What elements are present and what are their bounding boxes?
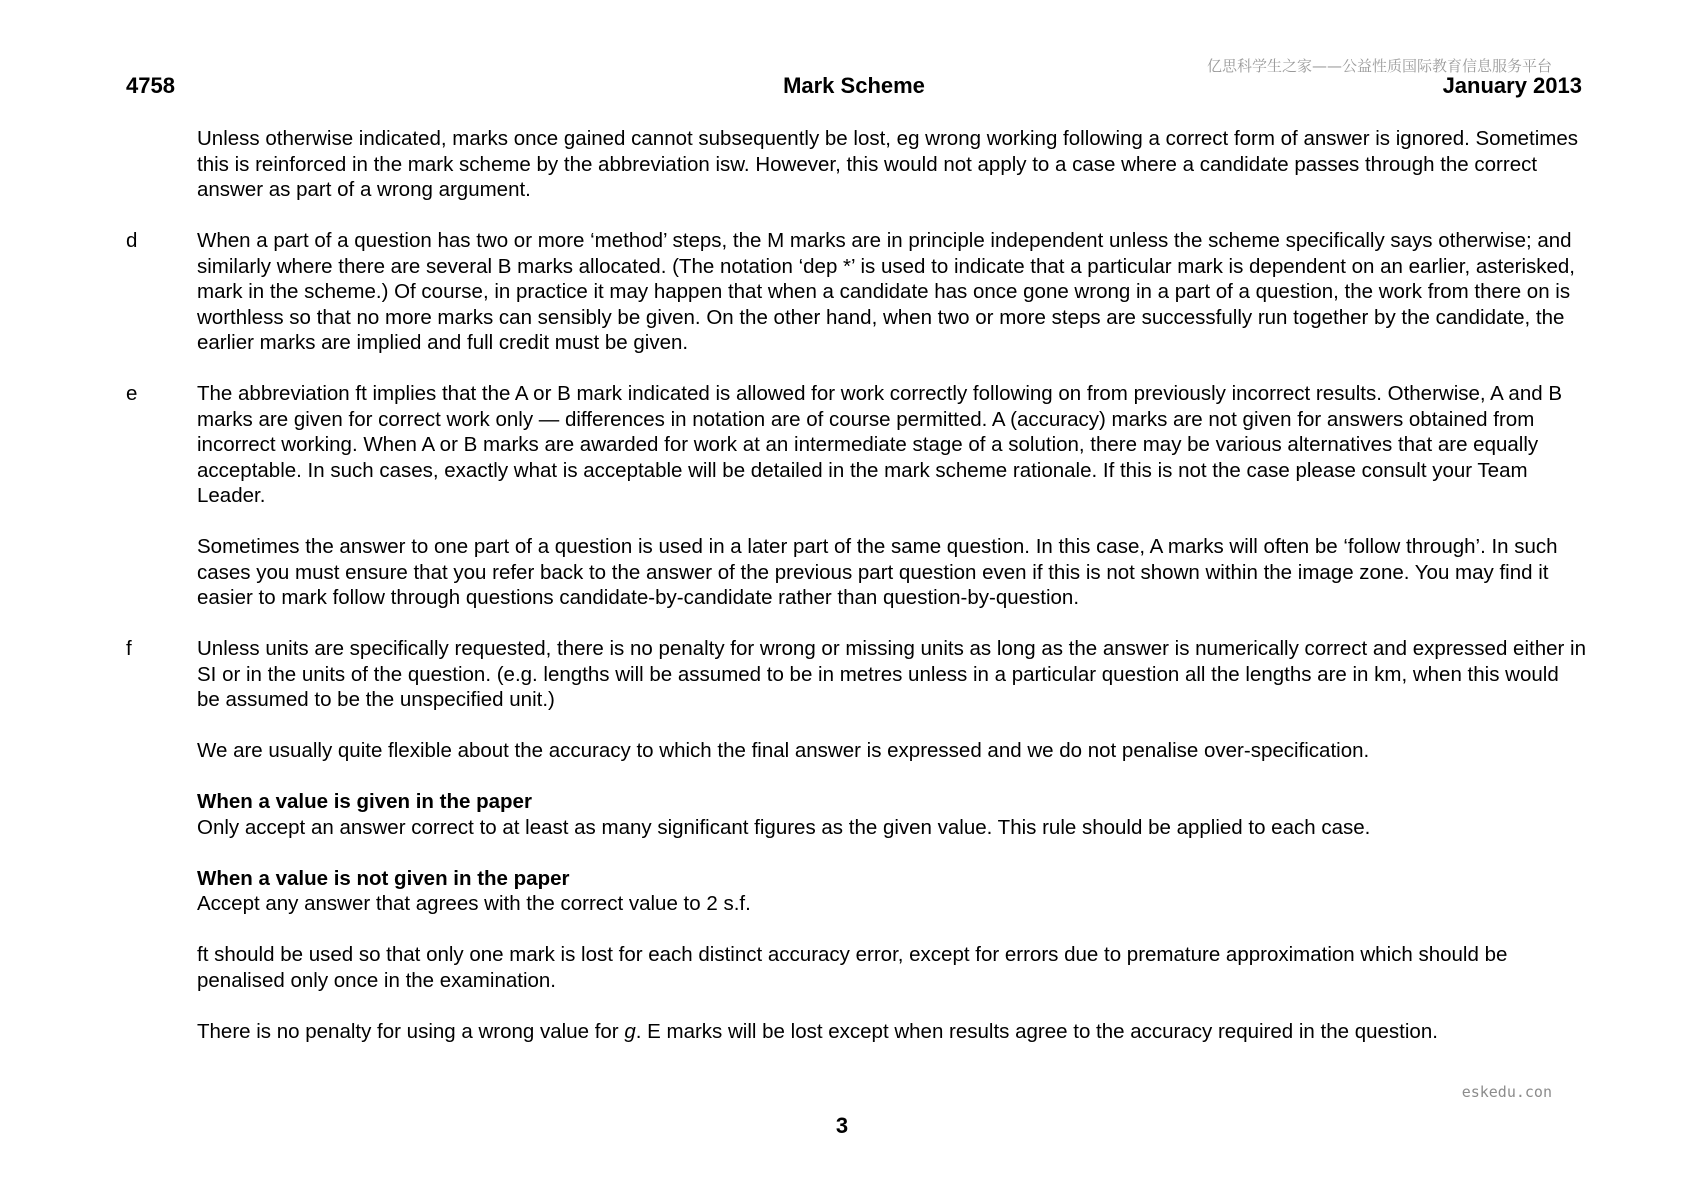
paragraph: Only accept an answer correct to at least as many significant figures as the given value. This rule should be applied to each case.: [197, 815, 1371, 839]
exam-date: January 2013: [1442, 73, 1582, 98]
document-body: [126, 126, 1586, 1044]
subheading: When a value is given in the paper: [197, 790, 532, 813]
section-letter: e: [126, 382, 138, 405]
paper-code: 4758: [126, 73, 175, 98]
document-title: Mark Scheme: [783, 73, 925, 98]
section-letter: f: [126, 637, 132, 660]
paragraph: Unless units are specifically requested, there is no penalty for wrong or missing units as long as the answer is numerically correct and expressed either in SI or in the units of the question. (e.g. lengths will be assumed to be in metres unless in a particular question all the lengths are in km, when this would be assumed to be the unspecified unit.): [197, 637, 1586, 711]
page-header: [126, 73, 1582, 103]
section-c-continued: [126, 126, 1586, 203]
text-run: There is no penalty for using a wrong value for: [197, 1019, 625, 1043]
section-e: [126, 381, 1586, 611]
section-f: [126, 636, 1586, 1044]
section-letter: d: [126, 229, 138, 252]
paragraph: Accept any answer that agrees with the correct value to 2 s.f.: [197, 892, 751, 915]
text-run: . E marks will be lost except when results agree to the accuracy required in the question.: [635, 1019, 1438, 1043]
watermark-url: eskedu.con: [1461, 1083, 1552, 1101]
watermark-chinese-header: 亿思科学生之家——公益性质国际教育信息服务平台: [1206, 57, 1552, 75]
paragraph: Unless otherwise indicated, marks once gained cannot subsequently be lost, eg wrong working following a correct form of answer is ignored. Sometimes this is reinforced in the mark scheme by the abbreviation isw. However, this would not apply to a case where a candidate passes through the correct answer as part of a wrong argument.: [197, 127, 1579, 201]
paragraph: ft should be used so that only one mark is lost for each distinct accuracy error, except for errors due to premature approximation which should be penalised only once in the examination.: [197, 943, 1508, 992]
page-number: 3: [835, 1113, 849, 1138]
paragraph: The abbreviation ft implies that the A or B mark indicated is allowed for work correctly following on from previously incorrect results. Otherwise, A and B marks are given for correct work only — differences in notation are of course permitted. A (accuracy) marks are not given for answers obtained from incorrect working. When A or B marks are awarded for work at an intermediate stage of a solution, there may be various alternatives that are equally acceptable. In such cases, exactly what is acceptable will be detailed in the mark scheme rationale. If this is not the case please consult your Team Leader.: [197, 382, 1562, 507]
paragraph: We are usually quite flexible about the accuracy to which the final answer is expressed and we do not penalise over-specification.: [197, 739, 1370, 762]
paragraph: Sometimes the answer to one part of a question is used in a later part of the same question. In this case, A marks will often be ‘follow through’. In such cases you must ensure that you refer back to the answer of the previous part question even if this is not shown within the image zone. You may find it easier to mark follow through questions candidate-by-candidate rather than question-by-question.: [197, 535, 1558, 609]
subheading: When a value is not given in the paper: [197, 866, 570, 890]
section-d: [126, 228, 1586, 356]
paragraph: [197, 1019, 1586, 1045]
italic-symbol: g: [624, 1019, 636, 1043]
paragraph: When a part of a question has two or more ‘method’ steps, the M marks are in principle independent unless the scheme specifically says otherwise; and similarly where there are several B marks allocated. (The notation ‘dep *’ is used to indicate that a particular mark is dependent on an earlier, asterisked, mark in the scheme.) Of course, in practice it may happen that when a candidate has once gone wrong in a part of a question, the work from there on is worthless so that no more marks can sensibly be given. On the other hand, when two or more steps are successfully run together by the candidate, the earlier marks are implied and full credit must be given.: [197, 229, 1575, 354]
